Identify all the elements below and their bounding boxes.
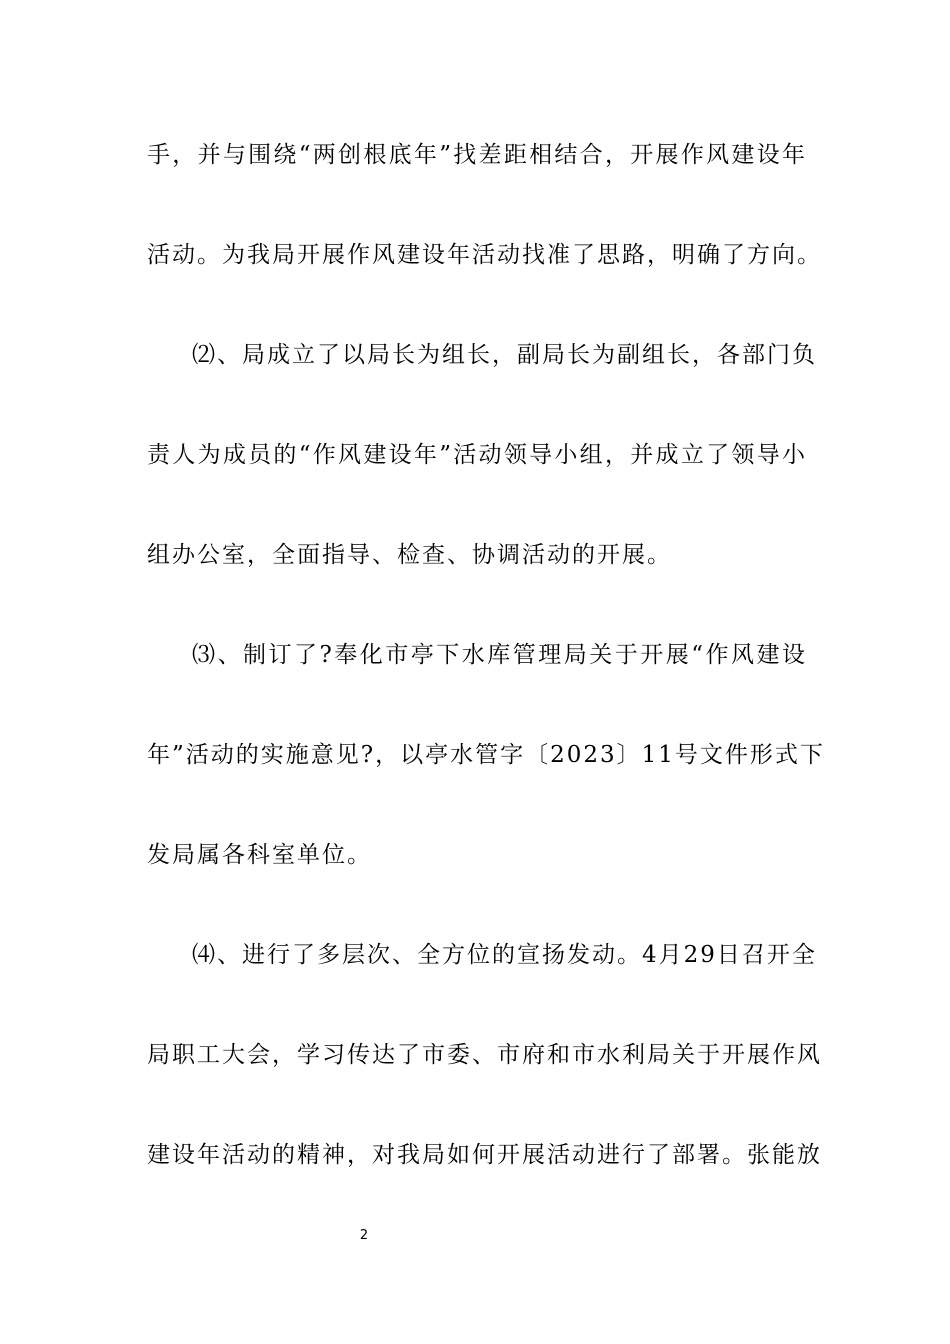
paragraph-start-line: ⑵、局成立了以局长为组长，副局长为副组长，各部门负 [192, 342, 817, 368]
body-line: 建设年活动的精神，对我局如何开展活动进行了部署。张能放 [147, 1142, 822, 1168]
body-line: 手，并与围绕“两创根底年”找差距相结合，开展作风建设年 [147, 142, 807, 168]
paragraph-start-line: ⑶、制订了?奉化市亭下水库管理局关于开展“作风建设 [192, 642, 807, 668]
body-line: 局职工大会，学习传达了市委、市府和市水利局关于开展作风 [147, 1042, 822, 1068]
page-number: 2 [359, 1228, 369, 1243]
body-line: 组办公室，全面指导、检查、协调活动的开展。 [147, 542, 672, 568]
body-line: 年”活动的实施意见?，以亭水管字〔2023〕11号文件形式下 [147, 742, 825, 768]
body-line: 发局属各科室单位。 [147, 842, 372, 868]
paragraph-start-line: ⑷、进行了多层次、全方位的宣扬发动。4月29日召开全 [192, 942, 817, 968]
body-line: 活动。为我局开展作风建设年活动找准了思路，明确了方向。 [147, 242, 822, 268]
body-line: 责人为成员的“作风建设年”活动领导小组，并成立了领导小 [147, 442, 807, 468]
